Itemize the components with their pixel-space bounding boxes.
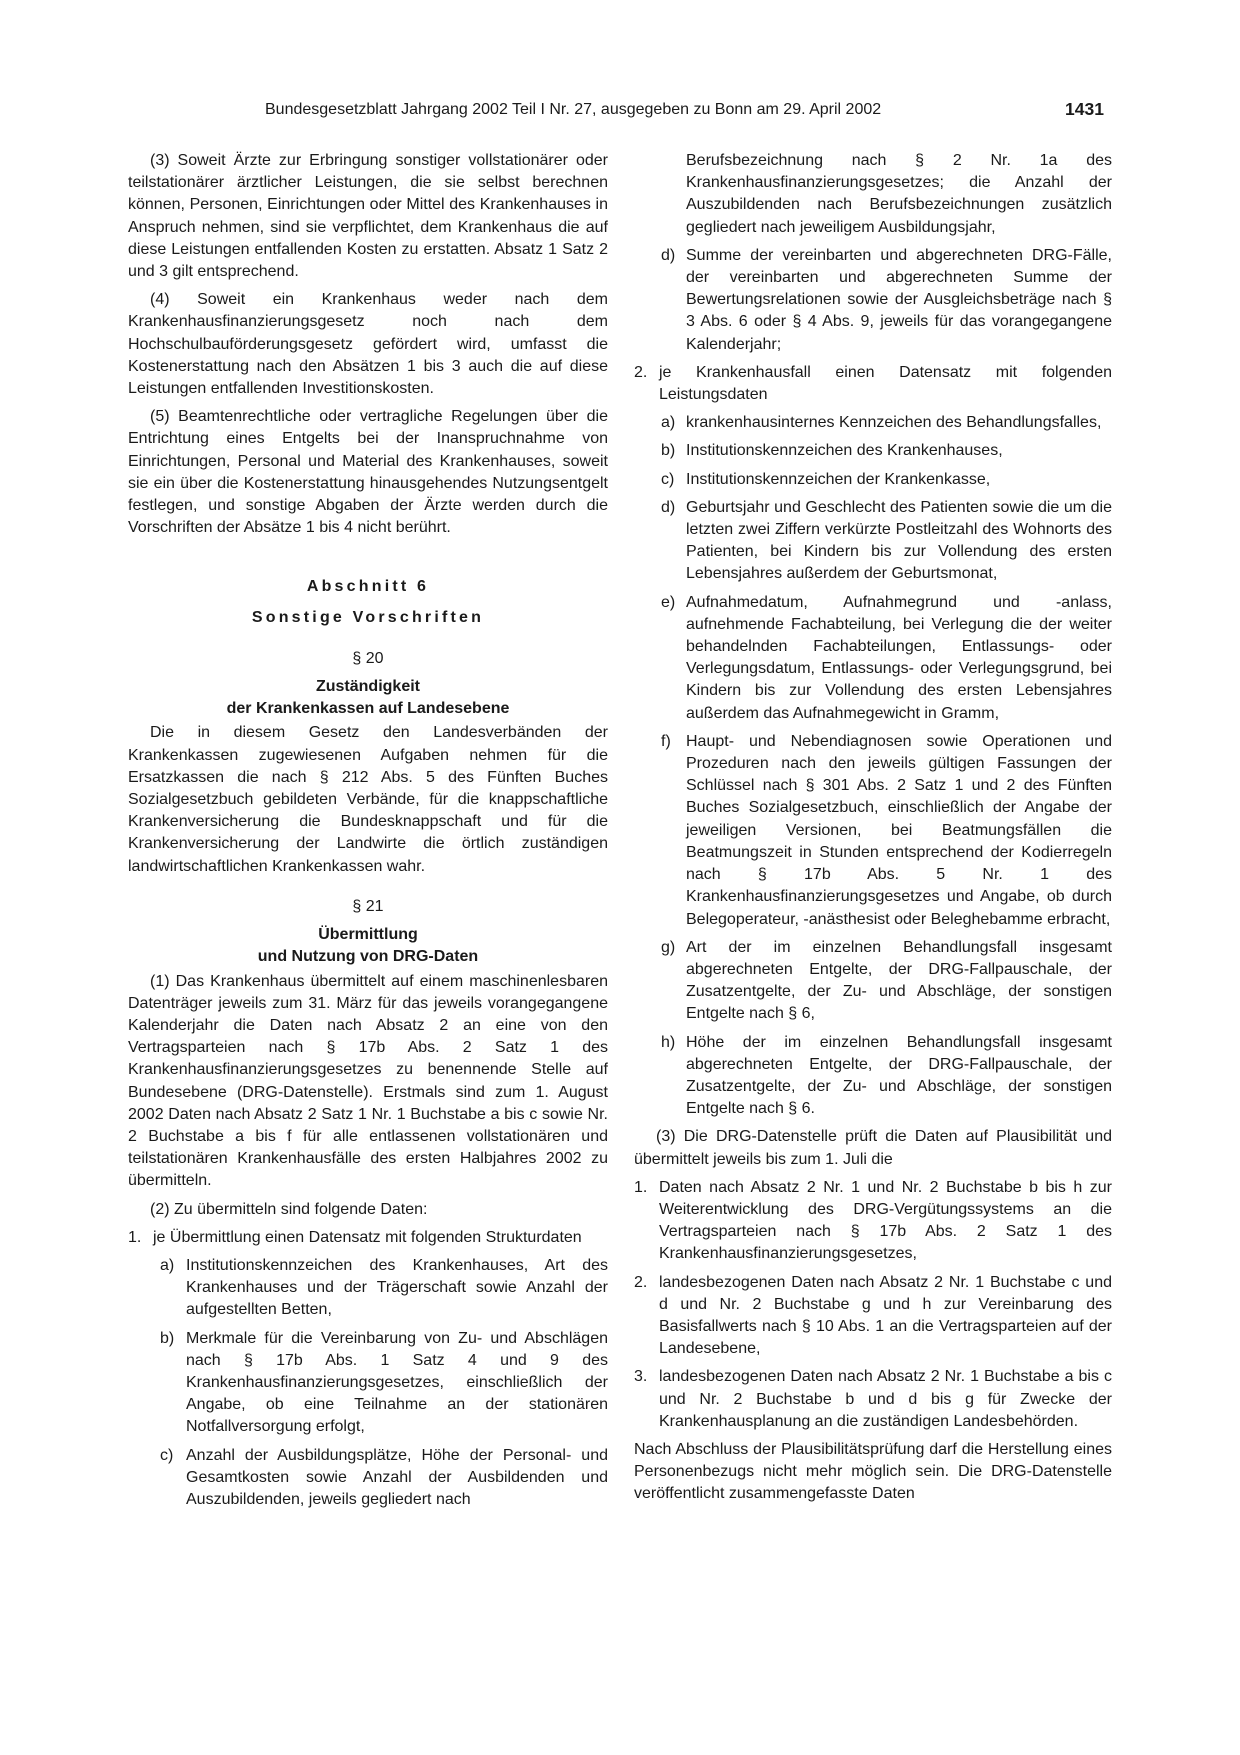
- list-item: [634, 362, 1112, 406]
- section-title: Sonstige Vorschriften: [251, 608, 485, 626]
- list-text: Berufsbezeichnung nach § 2 Nr. 1a des Krankenhausfinanzierungsgesetzes; die Anzahl der Auszubildenden nach Berufsbezeichnungen zusätzlich gegliedert nach jeweiligem Ausbildungsjahr,: [686, 152, 1112, 236]
- list-item: [634, 1272, 1112, 1361]
- list-letter: c): [661, 470, 675, 488]
- list-item: [128, 1255, 608, 1322]
- section-21-paragraph-1: (1) Das Krankenhaus übermittelt auf einem maschinenlesbaren Datenträger jeweils zum 31. März für das jeweils vorangegangene Kalenderjahr die Daten nach Absatz 2 an eine von den Vertragsparteien nach § 17b Abs. 2 Satz 1 des Krankenhausfinanzierungsgesetzes zu benennende Stelle auf Bundesebene (DRG-Datenstelle). Erstmals sind zum 1. August 2002 Daten nach Absatz 2 Satz 1 Nr. 1 Buchstabe a bis c sowie Nr. 2 Buchstabe a bis f für alle entlassenen vollstationären und teilstationären Krankenhausfälle des ersten Halbjahres 2002 zu übermitteln.: [128, 972, 608, 1190]
- list-item: [634, 1032, 1112, 1121]
- list-number: 1.: [634, 1178, 648, 1196]
- list-text: je Übermittlung einen Datensatz mit folgenden Strukturdaten: [153, 1228, 582, 1246]
- list-letter: f): [661, 732, 671, 750]
- list-item: [634, 440, 1112, 462]
- list-item: [634, 412, 1112, 434]
- list-letter: d): [661, 246, 676, 264]
- section-21-paragraph-2: (2) Zu übermitteln sind folgende Daten:: [150, 1200, 428, 1218]
- list-item: [634, 1366, 1112, 1433]
- list-item: [128, 1445, 608, 1512]
- page-number: 1431: [1065, 99, 1104, 119]
- list-number: 2.: [634, 363, 648, 381]
- list-text: je Krankenhausfall einen Datensatz mit folgenden Leistungsdaten: [659, 363, 1112, 404]
- list-text: krankenhausinternes Kennzeichen des Behandlungsfalles,: [686, 414, 1102, 432]
- section-21-number: § 21: [352, 897, 384, 915]
- section-21-title-line1: Übermittlung: [318, 926, 418, 944]
- list-number: 2.: [634, 1273, 648, 1291]
- list-text: Aufnahmedatum, Aufnahmegrund und -anlass, aufnehmende Fachabteilung, bei Verlegung die der weiter behandelnden Fachabteilungen, Entlassungs- oder Verlegungsdatum, Entlassungs- oder Verlegungsgrund, bei Kindern bis zur Vollendung des ersten Lebensjahres außerdem das Aufnahmegewicht in Gramm,: [686, 593, 1112, 722]
- paragraph-4: (4) Soweit ein Krankenhaus weder nach dem Krankenhausfinanzierungsgesetz noch nach dem Hochschulbauförderungsgesetz gefördert wird, umfasst die Kostenerstattung nach den Absätzen 1 bis 3 auch die auf diese Leistungen entfallenden Investitionskosten.: [128, 291, 608, 398]
- paragraph-5: (5) Beamtenrechtliche oder vertragliche Regelungen über die Entrichtung eines Entgelts bei der Inanspruchnahme von Einrichtungen, Personal und Material des Krankenhauses, soweit sie ein über die Kostenerstattung hinausgehendes Nutzungsentgelt festlegen, und sonstige Abgaben der Ärzte werden durch die Vorschriften der Absätze 1 bis 4 nicht berührt.: [128, 408, 608, 537]
- list-item: [128, 1328, 608, 1439]
- list-number: 3.: [634, 1368, 648, 1386]
- section-21-paragraph-3: (3) Die DRG-Datenstelle prüft die Daten auf Plausibilität und übermittelt jeweils bis zum 1. Juli die: [634, 1128, 1112, 1168]
- left-column: [128, 150, 608, 1517]
- list-text: Anzahl der Ausbildungsplätze, Höhe der Personal- und Gesamtkosten sowie Anzahl der Ausbildenden und Auszubildenden, jeweils gegliedert nach: [186, 1446, 608, 1508]
- list-letter: h): [661, 1033, 676, 1051]
- list-text: Haupt- und Nebendiagnosen sowie Operationen und Prozeduren nach den jeweils gültigen Fassungen der Schlüssel nach § 301 Abs. 2 Satz 1 und 2 des Fünften Buches Sozialgesetzbuch, einschließlich der Angabe der jeweiligen Versionen, bei Beatmungsfällen die Beatmungszeit in Stunden entsprechend der Kodierregeln nach § 17b Abs. 5 Nr. 1 des Krankenhausfinanzierungsgesetzes und Angabe, ob durch Belegoperateur, -anästhesist oder Beleghebamme erbracht,: [686, 732, 1112, 928]
- list-letter: a): [661, 414, 676, 432]
- list-letter: e): [661, 593, 676, 611]
- publication-title: Bundesgesetzblatt Jahrgang 2002 Teil I Nr. 27, ausgegeben zu Bonn am 29. April 2002: [265, 101, 882, 118]
- list-text: Höhe der im einzelnen Behandlungsfall insgesamt abgerechneten Entgelte, der DRG-Fallpauschale, der Zusatzentgelte, der Zu- und Abschläge, der sonstigen Entgelte nach § 6.: [686, 1033, 1112, 1118]
- list-item: [634, 731, 1112, 931]
- list-text: Institutionskennzeichen des Krankenhauses, Art des Krankenhauses und der Trägerschaft sowie Anzahl der aufgestellten Betten,: [186, 1256, 608, 1319]
- list-letter: d): [661, 498, 676, 516]
- list-text: landesbezogenen Daten nach Absatz 2 Nr. 1 Buchstabe c und d und Nr. 2 Buchstabe g und h zur Vereinbarung des Basisfallwerts nach § 10 Abs. 1 an die Vertragsparteien auf der Landesebene,: [659, 1273, 1112, 1358]
- section-20-title-line2: der Krankenkassen auf Landesebene: [226, 700, 510, 718]
- list-text: Institutionskennzeichen der Krankenkasse,: [686, 470, 991, 488]
- list-text: Daten nach Absatz 2 Nr. 1 und Nr. 2 Buchstabe b bis h zur Weiterentwicklung des DRG-Vergütungssystems an die Vertragsparteien nach § 17b Abs. 2 Satz 1 des Krankenhausfinanzierungsgesetzes,: [659, 1178, 1112, 1263]
- list-letter: b): [160, 1329, 175, 1347]
- list-letter: c): [160, 1446, 174, 1464]
- list-text: Merkmale für die Vereinbarung von Zu- und Abschlägen nach § 17b Abs. 1 Satz 4 und 9 des Krankenhausfinanzierungsgesetzes, einschließlich der Angabe, ob eine Teilnahme an der stationären Notfallversorgung erfolgt,: [186, 1329, 608, 1436]
- list-item-continuation: [634, 150, 1112, 239]
- section-heading: Abschnitt 6: [306, 578, 430, 596]
- list-letter: g): [661, 938, 676, 956]
- list-text: Art der im einzelnen Behandlungsfall insgesamt abgerechneten Entgelte, der DRG-Fallpauschale, der Zusatzentgelte, der Zu- und Abschläge, der sonstigen Entgelte nach § 6,: [686, 938, 1112, 1023]
- list-text: Summe der vereinbarten und abgerechneten DRG-Fälle, der vereinbarten und abgerechneten Summe der Bewertungsrelationen sowie der Ausgleichsbeträge nach § 3 Abs. 6 oder § 4 Abs. 9, jeweils für das vorangegangene Kalenderjahr;: [686, 246, 1112, 353]
- section-21-title-line2: und Nutzung von DRG-Daten: [257, 948, 479, 966]
- paragraph-3: (3) Soweit Ärzte zur Erbringung sonstiger vollstationärer oder teilstationärer ärztlicher Leistungen, die sie selbst berechnen können, Personen, Einrichtungen oder Mittel des Krankenhauses in Anspruch nehmen, sind sie verpflichtet, dem Krankenhaus die auf diese Leistungen entfallenden Kosten zu erstatten. Absatz 1 Satz 2 und 3 gilt entsprechend.: [128, 152, 608, 281]
- right-column: [634, 150, 1112, 1512]
- list-item: [634, 592, 1112, 725]
- list-text: Institutionskennzeichen des Krankenhauses,: [686, 442, 1003, 460]
- list-item: [634, 497, 1112, 586]
- list-number: 1.: [128, 1228, 142, 1246]
- list-letter: b): [661, 442, 676, 460]
- section-20-title-line1: Zuständigkeit: [315, 678, 420, 696]
- list-item: [634, 469, 1112, 491]
- list-item: [128, 1227, 608, 1249]
- list-item: [634, 1177, 1112, 1266]
- list-item: [634, 245, 1112, 356]
- section-20-number: § 20: [352, 649, 384, 667]
- section-20-text: Die in diesem Gesetz den Landesverbänden der Krankenkassen zugewiesenen Aufgaben nehmen für die Ersatzkassen die nach § 212 Abs. 5 des Fünften Buches Sozialgesetzbuch gebildeten Verbände, für die knappschaftliche Krankenversicherung die Bundesknappschaft und für die Krankenversicherung der Landwirte die örtlich zuständigen landwirtschaftlichen Krankenkassen wahr.: [128, 724, 608, 875]
- closing-paragraph: Nach Abschluss der Plausibilitätsprüfung darf die Herstellung eines Personenbezugs nicht mehr möglich sein. Die DRG-Datenstelle veröffentlicht zusammengefasste Daten: [634, 1440, 1112, 1503]
- list-item: [634, 937, 1112, 1026]
- list-text: landesbezogenen Daten nach Absatz 2 Nr. 1 Buchstabe a bis c und Nr. 2 Buchstabe b und d bis g für Zwecke der Krankenhausplanung an die zuständigen Landesbehörden.: [659, 1368, 1112, 1430]
- page-header: [0, 101, 1240, 125]
- list-letter: a): [160, 1256, 175, 1274]
- list-text: Geburtsjahr und Geschlecht des Patienten sowie die um die letzten zwei Ziffern verkürzte Postleitzahl des Wohnorts des Patienten, bei Kindern bis zur Vollendung des ersten Lebensjahres außerdem der Geburtsmonat,: [686, 498, 1112, 583]
